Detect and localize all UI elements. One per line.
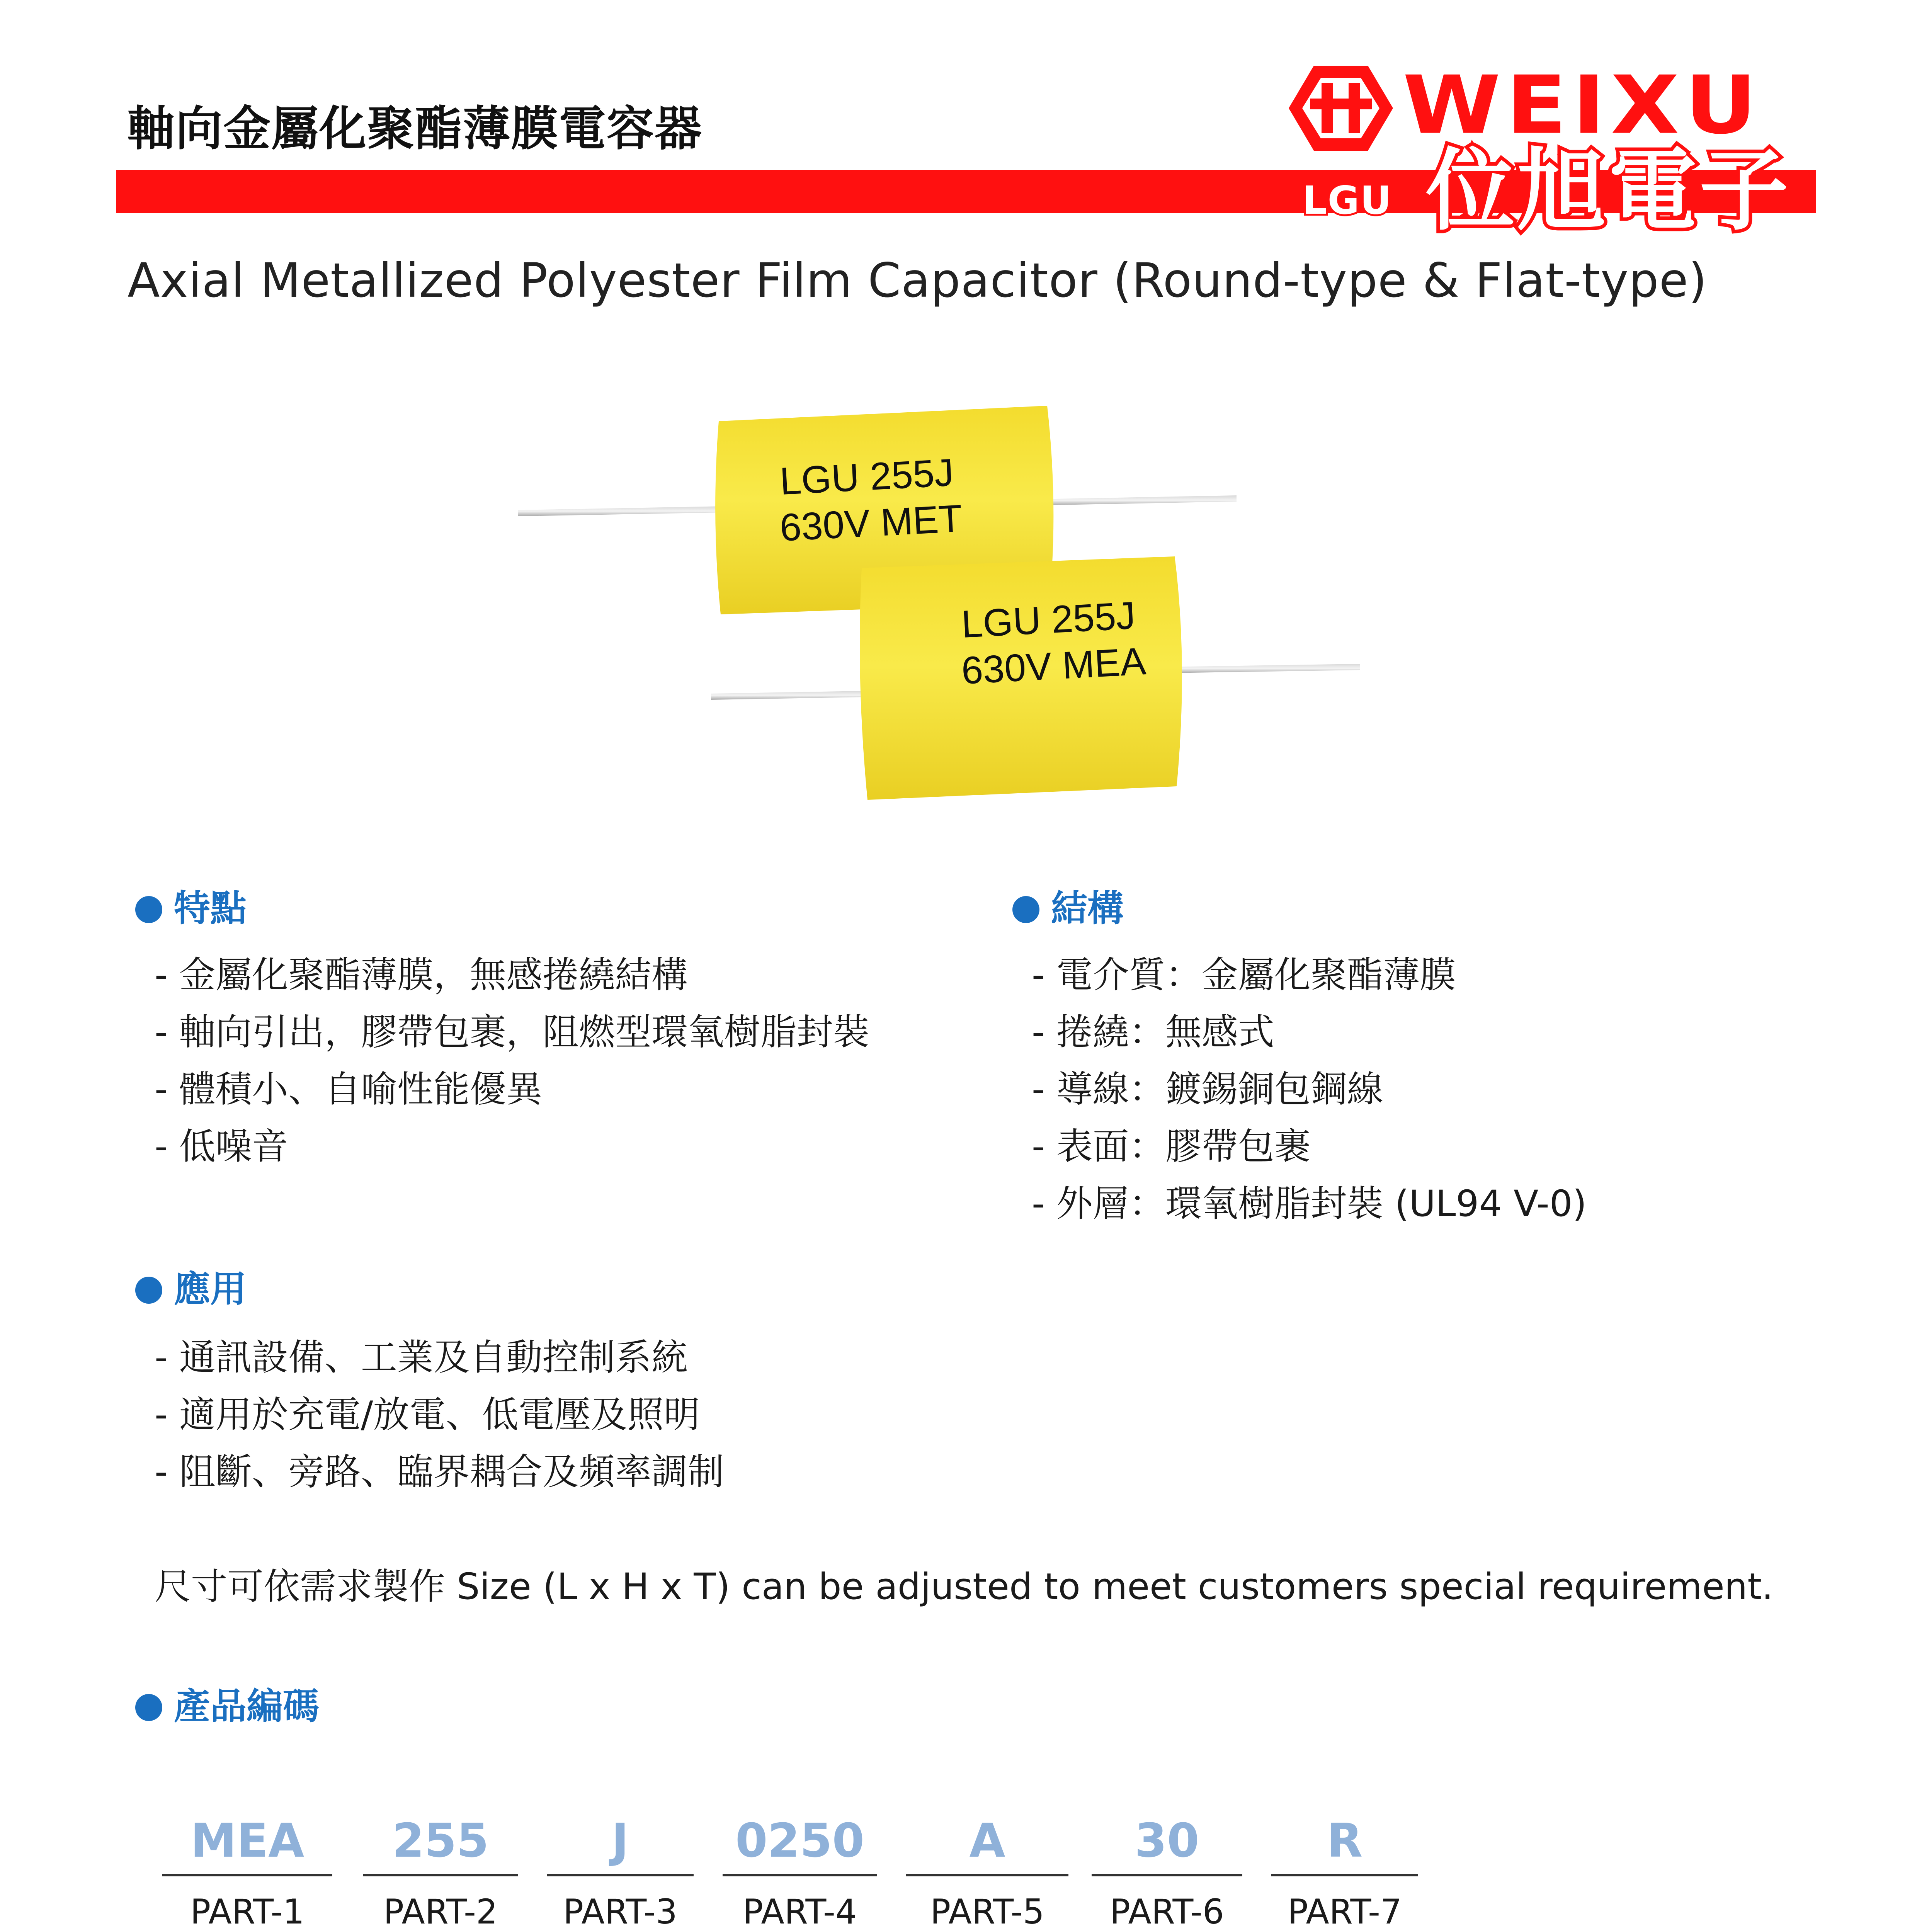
code-underline	[906, 1874, 1068, 1876]
bullet-dot-icon	[135, 896, 162, 923]
code-part-label: PART-4	[743, 1892, 857, 1932]
code-underline	[162, 1874, 332, 1876]
application-list	[155, 1329, 724, 1501]
logo-brand-cn: 位旭電子	[1426, 139, 1791, 243]
bullet-dot-icon	[1012, 896, 1039, 923]
product-photo	[510, 394, 1399, 819]
code-value: A	[969, 1814, 1005, 1868]
structure-heading: 結構	[1012, 879, 1124, 931]
cap1-label-2: 630V MET	[779, 497, 963, 549]
code-value: J	[611, 1814, 629, 1868]
code-part-label: PART-5	[930, 1892, 1044, 1932]
list-item: - 阻斷、旁路、臨界耦合及頻率調制	[155, 1451, 724, 1493]
structure-list	[1032, 947, 1587, 1233]
code-cell-part-6	[1092, 1812, 1242, 1932]
cap1-label-1: LGU 255J	[779, 451, 955, 503]
application-heading: 應用	[135, 1260, 247, 1312]
list-item: - 通訊設備、工業及自動控制系統	[155, 1337, 688, 1379]
code-value: 0250	[735, 1814, 864, 1868]
code-cell-part-3	[547, 1812, 694, 1932]
code-value: 255	[392, 1814, 489, 1868]
list-item: - 金屬化聚酯薄膜，無感捲繞結構	[155, 954, 688, 996]
page-title: 軸向金屬化聚酯薄膜電容器	[128, 101, 703, 156]
code-cell-part-1	[162, 1812, 332, 1932]
code-underline	[547, 1874, 694, 1876]
code-cell-part-2	[363, 1812, 518, 1932]
code-cell-part-4	[723, 1812, 877, 1932]
code-underline	[363, 1874, 518, 1876]
list-item: - 低噪音	[155, 1126, 288, 1168]
features-heading: 特點	[135, 879, 247, 931]
logo-brand-en: WEIXU	[1403, 59, 1762, 152]
list-item: - 軸向引出，膠帶包裹，阻燃型環氧樹脂封裝	[155, 1011, 869, 1053]
bullet-dot-icon	[135, 1277, 162, 1304]
cap2-label-2: 630V MEA	[960, 639, 1147, 692]
code-underline	[723, 1874, 877, 1876]
list-item: - 導線：鍍錫銅包鋼線	[1032, 1068, 1383, 1111]
code-part-label: PART-2	[383, 1892, 498, 1932]
product-code-heading: 產品編碼	[135, 1677, 319, 1729]
code-part-label: PART-7	[1288, 1892, 1402, 1932]
code-underline	[1271, 1874, 1418, 1876]
code-underline	[1092, 1874, 1242, 1876]
list-item: - 外層：環氧樹脂封裝 (UL94 V-0)	[1032, 1183, 1587, 1225]
list-item: - 適用於充電/放電、低電壓及照明	[155, 1394, 700, 1436]
code-value: R	[1327, 1814, 1363, 1868]
list-item: - 電介質：金屬化聚酯薄膜	[1032, 954, 1456, 996]
bullet-dot-icon	[135, 1694, 162, 1721]
logo-lgu-text: LGU	[1302, 178, 1393, 223]
list-item: - 表面：膠帶包裹	[1032, 1126, 1311, 1168]
code-part-label: PART-3	[563, 1892, 677, 1932]
code-part-label: PART-1	[190, 1892, 304, 1932]
list-item: - 體積小、自喻性能優異	[155, 1068, 543, 1111]
cap2-label-1: LGU 255J	[960, 594, 1136, 646]
code-cell-part-5	[906, 1812, 1068, 1932]
product-code-diagram	[162, 1812, 1437, 1932]
code-part-label: PART-6	[1110, 1892, 1224, 1932]
features-list	[155, 947, 869, 1175]
logo-hexagon-icon	[1287, 62, 1395, 178]
list-item: - 捲繞：無感式	[1032, 1011, 1274, 1053]
code-cell-part-7	[1271, 1812, 1418, 1932]
code-value: 30	[1135, 1814, 1199, 1868]
page-subtitle: Axial Metallized Polyester Film Capacitor (Round-type & Flat-type)	[128, 253, 1708, 308]
size-note: 尺寸可依需求製作 Size (L x H x T) can be adjusted to meet customers special requirement.	[155, 1566, 1773, 1608]
brand-logo	[1287, 59, 1820, 243]
code-value: MEA	[190, 1814, 304, 1868]
